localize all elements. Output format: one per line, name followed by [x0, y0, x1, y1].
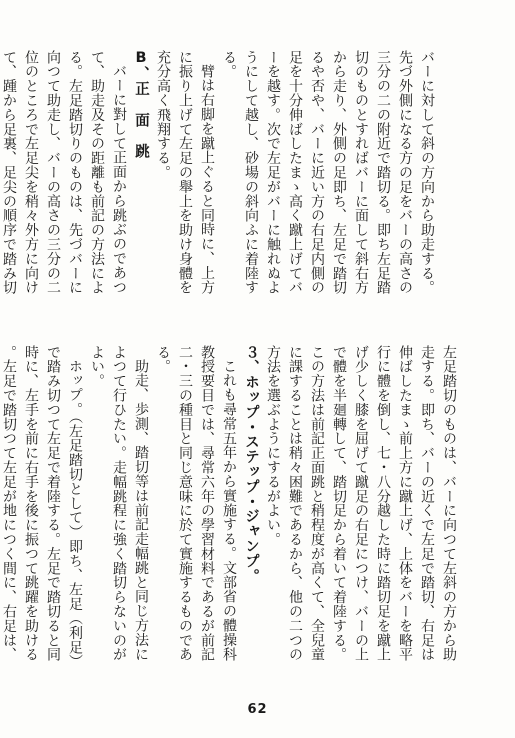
section-heading-3: ３、ホップ・ステップ・ジャンプ。: [243, 345, 259, 584]
upper-text-column: [1, 50, 438, 295]
page-number: 62: [247, 702, 268, 717]
paragraph: 助走、歩測、踏切等は前記走幅跳と同じ方法によつて行ひたい。走幅跳程に強く踏切らないのがよい。: [89, 345, 149, 662]
paragraph: これも尋常五年から實施する。文部省の體操科教授要目では、尋常六年の學習材料であるが前記二・三の種目と同じ意味に於て實施するものである。: [155, 345, 237, 662]
paragraph: ホップ。（左足踏切として）即ち、左足（利足）で踏み切つて左足で着陸する。左足で踏切ると同時に、左手を前に右手を後に振つて跳躍を助ける。左足で踏切つて左足が地につく間に、右足は、: [1, 345, 83, 669]
lower-text-column: [1, 345, 460, 675]
paragraph: バーに對して正面から跳ぶのであつて、助走及その距離も前記の方法による。左足踏切りのものは、先づバーに向つて助走し、バーの高さの三分の二位のところで左足尖を稍々外方に向けて、踵から足裏、足尖の順序で踏み切: [1, 50, 127, 295]
paragraph: バーに対して斜の方向から助走する。先づ外側になる方の足をバーの高さの三分の二の附近で踏切る。即ち左足踏切のものとすればバーに面して斜右方から走り、外側の足即ち、左足で踏切るや否や、バーに近い方の右足内側の足を十分伸ばしたまゝ高く蹴上げてバーを越す。次で左足がバーに触れぬようにして越し、砂場の斜向ふに着陸する。: [221, 50, 435, 295]
paragraph: 左足踏切のものは、バーに向つて左斜の方から助走する。即ち、バーの近くで左足で踏切、右足は伸ばしたまゝ前上方に蹴上げ、上体をバーを略平行に體を倒し、七・八分越した時に踏切足を蹴上げ少しく膝を屈げて蹴足の右足につけ、バーの上で體を半廻轉して、踏切足から着いて着陸する。この方法は前記正面跳と稍程度が高くて、全兒童に課することは稍々困難であるから、他の二つの方法を選ぶようにするがよい。: [265, 345, 457, 662]
section-heading-b: B、正 面 跳: [133, 50, 149, 159]
paragraph: 臂は右脚を蹴上ぐると同時に、上方に振り上げて左足の舉上を助け身體を充分高く飛翔する。: [155, 50, 215, 295]
